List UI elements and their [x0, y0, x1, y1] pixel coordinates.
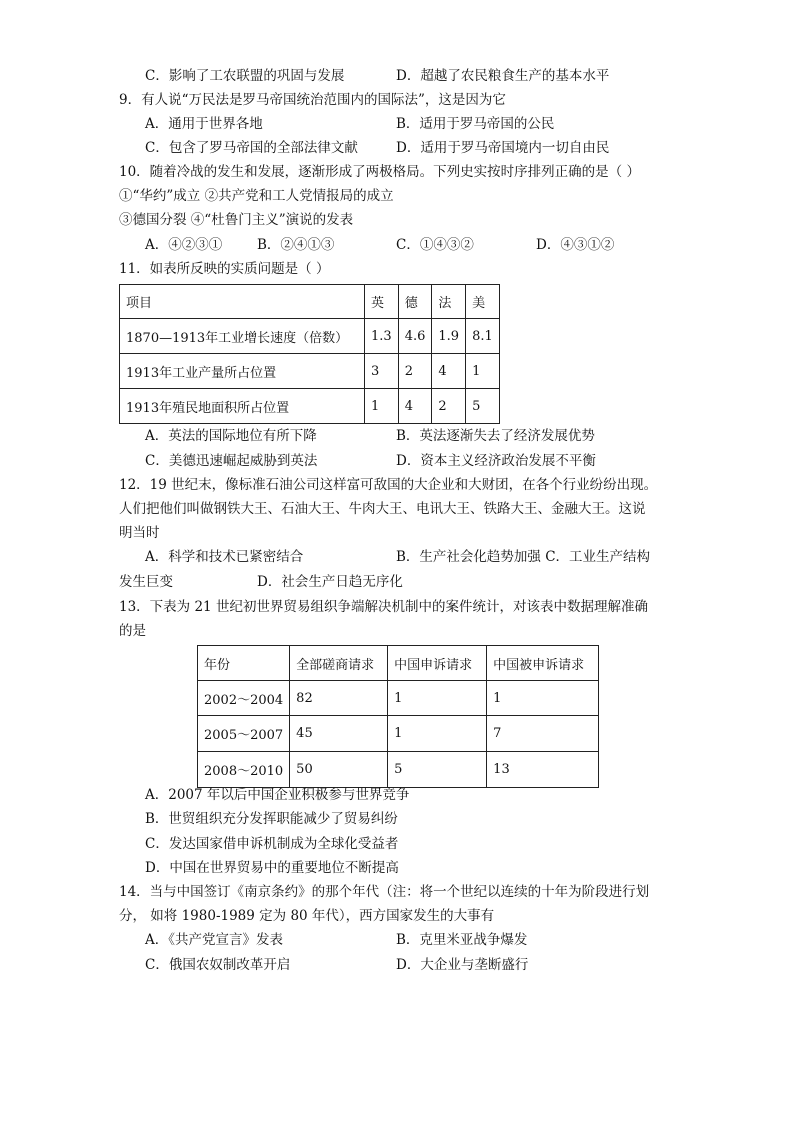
q11-header-cell: 法 [432, 285, 466, 319]
table-cell: 82 [290, 681, 388, 716]
q13-line-2: 的是 [119, 623, 146, 639]
q10-option-b: B．②④①③ [257, 237, 335, 253]
q9-option-a: A．通用于世界各地 [145, 116, 263, 132]
table-cell: 2002～2004 [198, 681, 290, 716]
q11-header-cell: 英 [365, 285, 399, 319]
q14-option-a: A．《共产党宣言》发表 [145, 932, 283, 948]
q11-option-d: D．资本主义经济政治发展不平衡 [396, 453, 596, 469]
q9-stem: 9．有人说“万民法是罗马帝国统治范围内的国际法”，这是因为它 [119, 92, 506, 108]
q11-option-b: B．英法逐渐失去了经济发展优势 [396, 428, 595, 444]
table-cell: 13 [487, 752, 599, 788]
table-row [198, 681, 599, 716]
table-cell: 1913年殖民地面积所占位置 [120, 389, 365, 424]
q13-header-cell: 中国被申诉请求 [487, 646, 599, 681]
table-cell: 1 [487, 681, 599, 716]
q13-option-d: D．中国在世界贸易中的重要地位不断提高 [145, 860, 399, 876]
q10-items-1: ①“华约”成立 ②共产党和工人党情报局的成立 [119, 188, 394, 204]
q12-line-3: 明当时 [119, 525, 160, 541]
table-cell: 1.3 [365, 319, 399, 354]
q12-option-bc: B．生产社会化趋势加强 C．工业生产结构 [396, 549, 651, 565]
table-cell: 1 [388, 716, 487, 752]
table-cell: 2 [432, 389, 466, 424]
q9-option-c: C．包含了罗马帝国的全部法律文献 [145, 140, 358, 156]
q14-line-1: 14．当与中国签订《南京条约》的那个年代（注：将一个世纪以连续的十年为阶段进行划 [119, 884, 650, 900]
q13-header-cell: 年份 [198, 646, 290, 681]
q10-stem: 10．随着冷战的发生和发展，逐渐形成了两极格局。下列史实按时序排列正确的是（ ） [119, 164, 640, 180]
q11-header-cell: 项目 [120, 285, 365, 319]
table-cell: 1870—1913年工业增长速度（倍数） [120, 319, 365, 354]
q13-header-cell: 全部磋商请求 [290, 646, 388, 681]
table-cell: 1.9 [432, 319, 466, 354]
q8-option-c: C．影响了工农联盟的巩固与发展 [145, 68, 345, 84]
table-cell: 7 [487, 716, 599, 752]
q14-line-2: 分， 如将 1980-1989 定为 80 年代），西方国家发生的大事有 [119, 908, 495, 924]
q13-option-c: C．发达国家借申诉机制成为全球化受益者 [145, 836, 399, 852]
q9-option-b: B．适用于罗马帝国的公民 [396, 116, 555, 132]
q13-option-b: B．世贸组织充分发挥职能减少了贸易纠纷 [145, 811, 398, 827]
q13-header-cell: 中国申诉请求 [388, 646, 487, 681]
q10-items-2: ③德国分裂 ④“杜鲁门主义”演说的发表 [119, 212, 354, 228]
table-cell: 1 [365, 389, 399, 424]
table-cell: 5 [388, 752, 487, 788]
table-cell: 1913年工业产量所占位置 [120, 354, 365, 389]
q9-option-d: D．适用于罗马帝国境内一切自由民 [396, 140, 610, 156]
q12-option-d: D．社会生产日趋无序化 [257, 574, 403, 590]
q12-line-2: 人们把他们叫做钢铁大王、石油大王、牛肉大王、电讯大王、铁路大王、金融大王。这说 [119, 501, 646, 517]
table-cell: 1 [388, 681, 487, 716]
q12-line-1: 12．19 世纪末，像标准石油公司这样富可敌国的大企业和大财团，在各个行业纷纷出现。 [119, 477, 658, 493]
table-cell: 4 [398, 389, 432, 424]
q11-table-header-row [120, 285, 500, 319]
table-row [120, 389, 500, 424]
table-cell: 8.1 [466, 319, 500, 354]
table-cell: 3 [365, 354, 399, 389]
q13-line-1: 13．下表为 21 世纪初世界贸易组织争端解决机制中的案件统计，对该表中数据理解准确 [119, 599, 648, 615]
table-row [198, 716, 599, 752]
q8-option-d: D．超越了农民粮食生产的基本水平 [396, 68, 610, 84]
q13-option-a: A．2007 年以后中国企业积极参与世界竞争 [145, 787, 410, 803]
table-cell: 50 [290, 752, 388, 788]
table-cell: 4.6 [398, 319, 432, 354]
q11-option-a: A．英法的国际地位有所下降 [145, 428, 317, 444]
table-cell: 1 [466, 354, 500, 389]
table-row [198, 752, 599, 788]
q14-option-b: B．克里米亚战争爆发 [396, 932, 528, 948]
q10-option-a: A．④②③① [145, 237, 223, 253]
q12-option-a: A．科学和技术已紧密结合 [145, 549, 304, 565]
q13-table-header-row [198, 646, 599, 681]
q11-table [119, 284, 500, 424]
q11-header-cell: 美 [466, 285, 500, 319]
table-cell: 2005～2007 [198, 716, 290, 752]
table-cell: 5 [466, 389, 500, 424]
q14-option-d: D．大企业与垄断盛行 [396, 957, 529, 973]
table-row [120, 319, 500, 354]
q11-option-c: C．美德迅速崛起威胁到英法 [145, 453, 318, 469]
table-cell: 4 [432, 354, 466, 389]
q12-option-c-continued: 发生巨变 [119, 574, 173, 590]
q11-header-cell: 德 [398, 285, 432, 319]
table-cell: 2 [398, 354, 432, 389]
q14-option-c: C．俄国农奴制改革开启 [145, 957, 291, 973]
q13-table [197, 645, 599, 788]
table-cell: 2008～2010 [198, 752, 290, 788]
table-row [120, 354, 500, 389]
table-cell: 45 [290, 716, 388, 752]
q10-option-d: D．④③①② [536, 237, 615, 253]
q11-stem: 11．如表所反映的实质问题是（ ） [119, 261, 330, 277]
q10-option-c: C．①④③② [396, 237, 474, 253]
